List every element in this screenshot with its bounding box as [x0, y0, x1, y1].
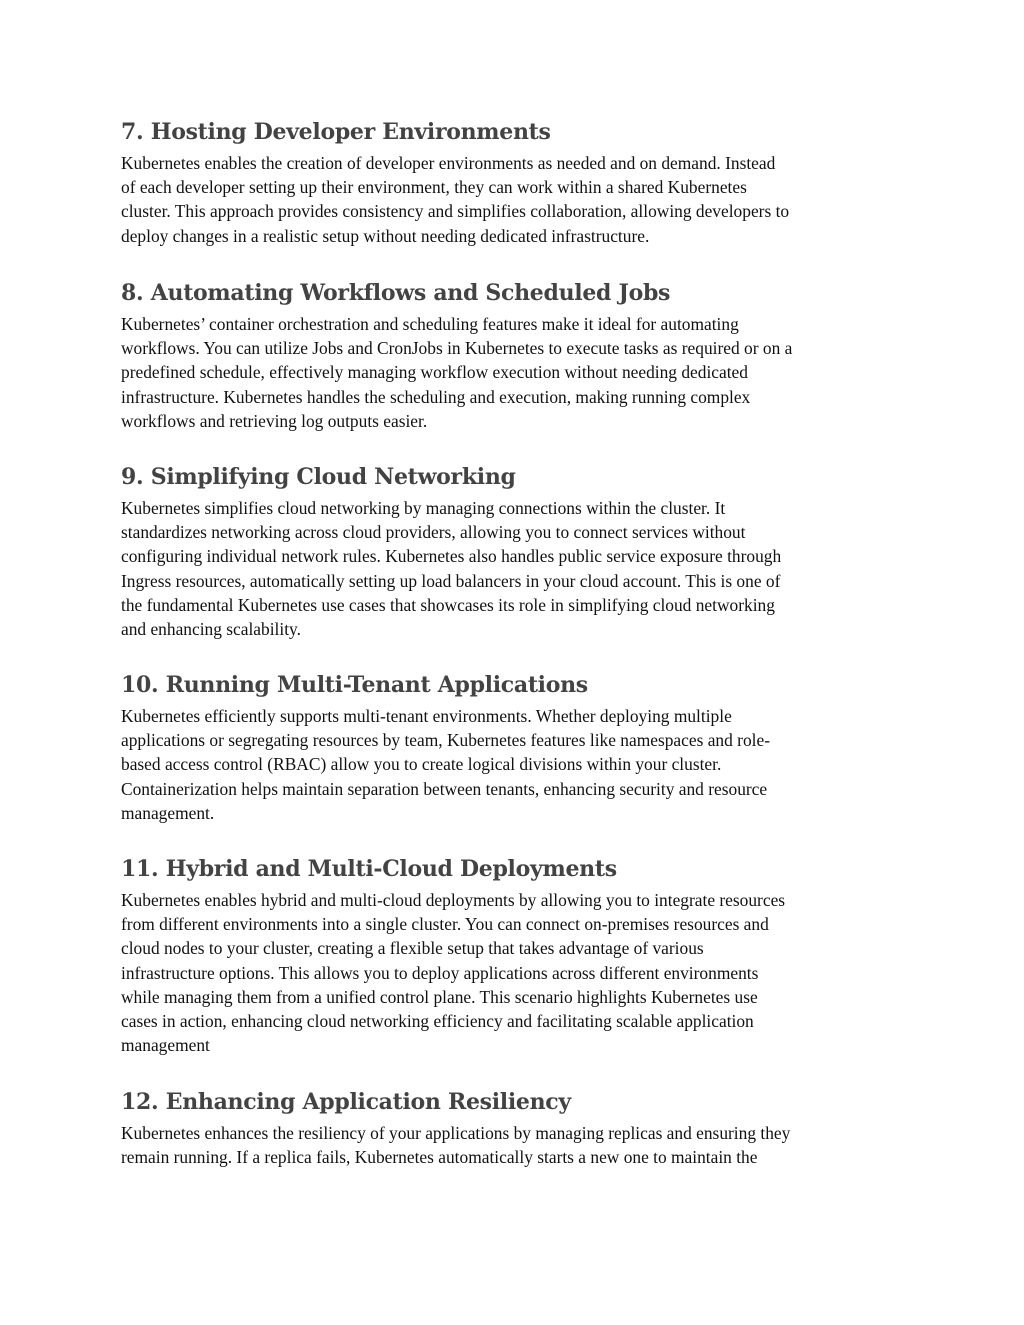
body-line: workflows and retrieving log outputs easier. [121, 410, 428, 431]
section-body [121, 151, 911, 248]
body-line: based access control (RBAC) allow you to create logical divisions within your cluster. [121, 754, 722, 775]
body-line: infrastructure. Kubernetes handles the scheduling and execution, making running complex [121, 386, 751, 407]
body-line: management [121, 1035, 210, 1056]
body-line: cases in action, enhancing cloud networking efficiency and facilitating scalable application [121, 1011, 754, 1032]
body-line: infrastructure options. This allows you to deploy applications across different environments [121, 962, 759, 983]
body-line: configuring individual network rules. Kubernetes also handles public service exposure through [121, 546, 782, 567]
body-line: Ingress resources, automatically setting up load balancers in your cloud account. This is one of [121, 570, 781, 591]
section-heading: 12. Enhancing Application Resiliency [121, 1089, 571, 1115]
section-hosting-developer-environments [121, 117, 911, 248]
section-body [121, 496, 911, 641]
body-line: Kubernetes simplifies cloud networking by managing connections within the cluster. It [121, 498, 726, 518]
section-heading: 10. Running Multi-Tenant Applications [121, 672, 588, 698]
body-line: Kubernetes enhances the resiliency of your applications by managing replicas and ensuring they [121, 1123, 791, 1143]
section-heading: 11. Hybrid and Multi-Cloud Deployments [121, 856, 617, 882]
section-multi-tenant-applications [121, 670, 911, 825]
body-line: cloud nodes to your cluster, creating a flexible setup that takes advantage of various [121, 938, 704, 959]
body-line: and enhancing scalability. [121, 619, 301, 640]
section-automating-workflows [121, 278, 911, 433]
section-application-resiliency [121, 1087, 911, 1169]
body-line: remain running. If a replica fails, Kubernetes automatically starts a new one to maintain the [121, 1147, 758, 1168]
body-line: cluster. This approach provides consistency and simplifies collaboration, allowing developers to [121, 201, 790, 222]
body-line: Kubernetes’ container orchestration and scheduling features make it ideal for automating [121, 314, 739, 334]
body-line: workflows. You can utilize Jobs and CronJobs in Kubernetes to execute tasks as required or on a [121, 338, 793, 359]
section-body [121, 312, 911, 433]
body-line: applications or segregating resources by team, Kubernetes features like namespaces and role- [121, 730, 770, 751]
body-line: Kubernetes enables hybrid and multi-cloud deployments by allowing you to integrate resources [121, 890, 786, 910]
body-line: predefined schedule, effectively managing workflow execution without needing dedicated [121, 362, 748, 383]
section-simplifying-cloud-networking [121, 462, 911, 641]
body-line: Containerization helps maintain separation between tenants, enhancing security and resource [121, 778, 768, 799]
body-line: Kubernetes efficiently supports multi-tenant environments. Whether deploying multiple [121, 706, 732, 726]
body-line: from different environments into a single cluster. You can connect on-premises resources and [121, 914, 769, 935]
body-line: standardizes networking across cloud providers, allowing you to connect services without [121, 522, 746, 543]
body-line: while managing them from a unified control plane. This scenario highlights Kubernetes use [121, 986, 758, 1007]
section-heading: 7. Hosting Developer Environments [121, 119, 551, 145]
body-line: of each developer setting up their environment, they can work within a shared Kubernetes [121, 177, 747, 198]
section-heading: 8. Automating Workflows and Scheduled Jobs [121, 280, 671, 306]
body-line: Kubernetes enables the creation of developer environments as needed and on demand. Instead [121, 153, 776, 173]
body-line: the fundamental Kubernetes use cases that showcases its role in simplifying cloud networking [121, 594, 775, 615]
section-body [121, 704, 911, 825]
section-hybrid-multi-cloud [121, 854, 911, 1057]
section-body [121, 888, 911, 1057]
section-heading: 9. Simplifying Cloud Networking [121, 464, 516, 490]
section-body [121, 1121, 911, 1169]
body-line: management. [121, 802, 215, 823]
body-line: deploy changes in a realistic setup without needing dedicated infrastructure. [121, 225, 650, 246]
